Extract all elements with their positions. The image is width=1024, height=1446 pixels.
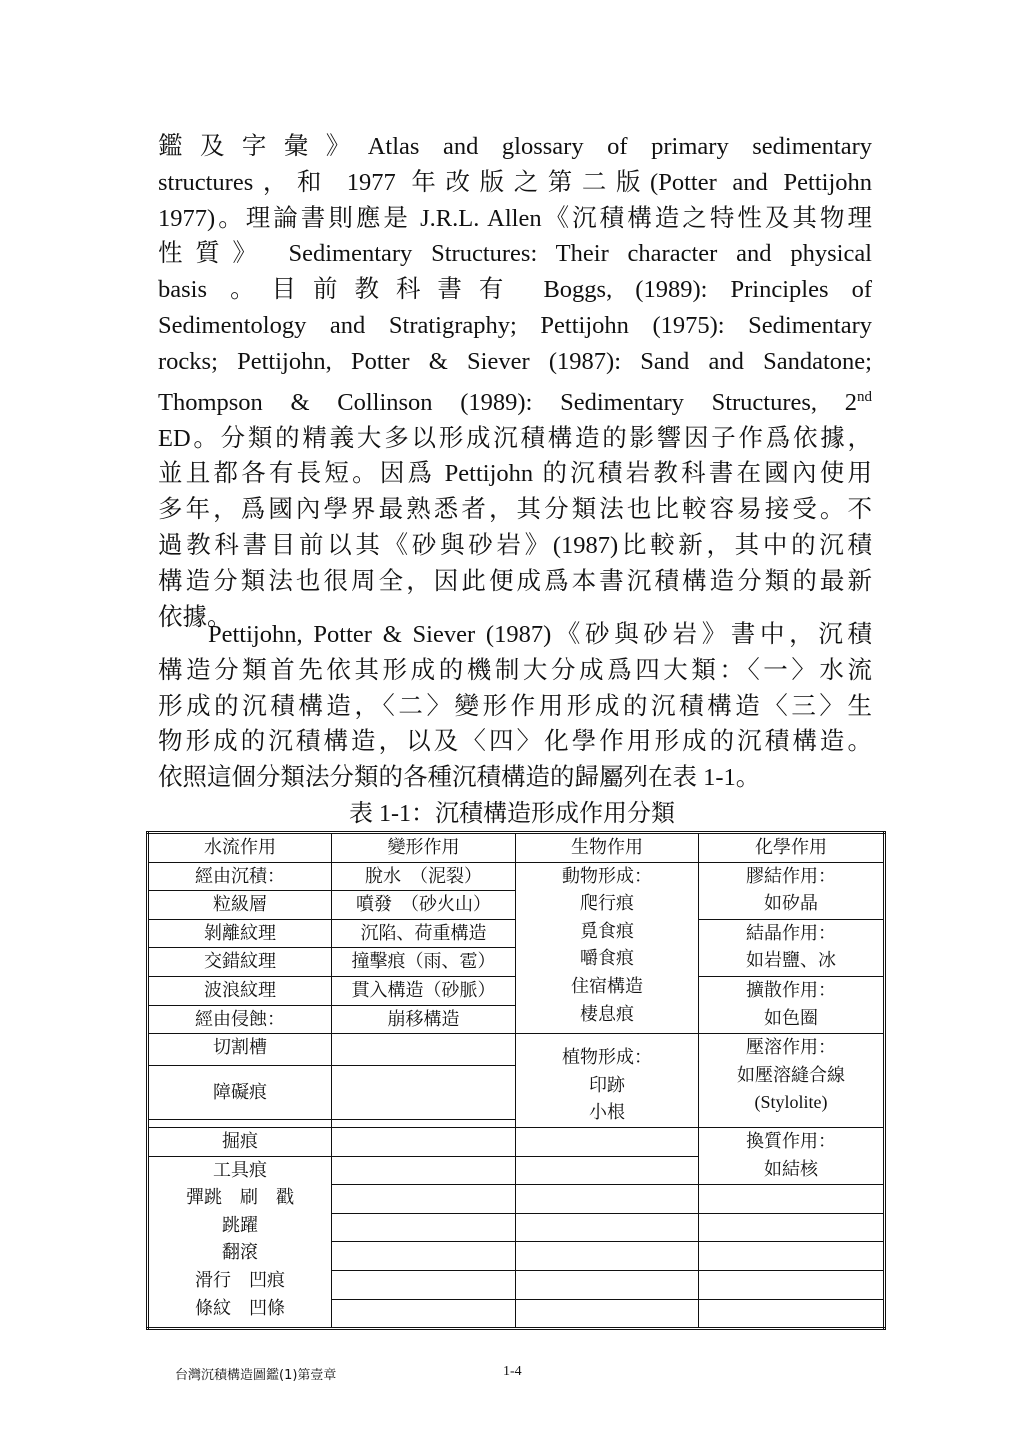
table-cell: 噴發 （砂火山） — [332, 891, 516, 920]
replacement-cell — [699, 1127, 885, 1184]
cell-line: 如矽晶 — [764, 893, 818, 915]
text-line — [158, 617, 872, 653]
cell-line: 條紋 凹條 — [195, 1297, 285, 1319]
table-caption: 表 1-1：沉積構造形成作用分類 — [349, 801, 675, 827]
table-cell — [516, 1242, 699, 1271]
table-cell — [332, 1213, 516, 1242]
cell-line: 擴散作用： — [746, 979, 836, 1001]
table-cell: 交錯紋理 — [148, 948, 332, 977]
table-cell — [699, 1299, 885, 1329]
header-cell: 生物作用 — [516, 833, 699, 863]
text-line: 1977)。理論書則應是 J.R.L. Allen《沉積構造之特性及其物理 — [158, 204, 872, 232]
table-cell — [516, 1213, 699, 1242]
superscript-ordinal: nd — [857, 388, 872, 405]
text-line: 過教科書目前以其《砂與砂岩》(1987)比較新，其中的沉積 — [158, 531, 872, 559]
table-cell: 沉陷、荷重構造 — [332, 919, 516, 948]
text-line: 形成的沉積構造，〈二〉變形作用形成的沉積構造〈三〉生 — [158, 692, 872, 720]
table-cell: 粒級層 — [148, 891, 332, 920]
text-line: 性質》 Sedimentary Structures: Their character and physical — [158, 240, 872, 268]
table-cell: 切割槽 — [148, 1034, 332, 1066]
cell-line: 動物形成： — [562, 865, 652, 887]
text-line: structures，和 1977 年改版之第二版(Potter and Pettijohn — [158, 168, 872, 196]
table-cell: 波浪紋理 — [148, 976, 332, 1005]
cell-line: 如岩鹽、冰 — [746, 950, 836, 972]
cell-line: 棲息痕 — [580, 1003, 634, 1025]
table-cell — [148, 1120, 332, 1128]
text-line: ED。分類的精義大多以形成沉積構造的影響因子作爲依據， — [158, 424, 872, 452]
crystallization-cell — [699, 919, 885, 976]
plant-group-cell — [516, 1034, 699, 1128]
table-cell — [516, 1270, 699, 1299]
classification-table — [146, 831, 886, 1330]
table-cell: 撞擊痕（雨、雹） — [332, 948, 516, 977]
text-line: 構造分類法也很周全，因此便成爲本書沉積構造分類的最新 — [158, 567, 872, 595]
table-cell — [332, 1120, 516, 1128]
table-cell: 脫水 （泥裂） — [332, 862, 516, 891]
cell-line: 跳躍 — [222, 1214, 258, 1236]
cell-line: 換質作用： — [746, 1130, 836, 1152]
cell-line: 住宿構造 — [571, 975, 643, 997]
text-line: 並且都各有長短。因爲 Pettijohn 的沉積岩教科書在國內使用 — [158, 460, 872, 488]
table-cell: 貫入構造（砂脈） — [332, 976, 516, 1005]
table-cell — [332, 1270, 516, 1299]
cell-line: 膠結作用： — [746, 865, 836, 887]
text-line: rocks; Pettijohn, Potter & Siever (1987): Sand and Sandatone; — [158, 347, 872, 375]
cell-line: 如色圈 — [764, 1007, 818, 1029]
cell-line: 壓溶作用： — [746, 1037, 836, 1059]
cell-line: 小根 — [589, 1102, 625, 1124]
text-line: 構造分類首先依其形成的機制大分成爲四大類：〈一〉水流 — [158, 656, 872, 684]
text-line: 依照這個分類法分類的各種沉積構造的歸屬列在表 1-1。 — [158, 764, 761, 792]
cell-line: 翻滾 — [222, 1242, 258, 1264]
table-header-row — [148, 833, 885, 863]
cell-line: 工具痕 — [213, 1159, 267, 1181]
table-cell — [699, 1185, 885, 1214]
cell-line: 滑行 凹痕 — [195, 1269, 285, 1291]
text-line: 依據。 — [158, 603, 232, 631]
cell-line: 嚼食痕 — [580, 948, 634, 970]
table-cell — [332, 1127, 516, 1156]
table-cell — [699, 1242, 885, 1271]
footer-book-title: 台灣沉積構造圖鑑(1)第壹章 — [175, 1368, 337, 1383]
text-line: 鑑及字彙》Atlas and glossary of primary sedimentary — [158, 133, 872, 160]
table-cell — [699, 1213, 885, 1242]
text-line: 多年，爲國內學界最熟悉者，其分類法也比較容易接受。不 — [158, 496, 872, 524]
table-cell: 經由侵蝕： — [148, 1005, 332, 1034]
table-cell — [516, 1156, 699, 1185]
table-row — [148, 1127, 885, 1156]
tool-marks-cell — [148, 1156, 332, 1329]
text-line: Sedimentology and Stratigraphy; Pettijohn (1975): Sedimentary — [158, 311, 872, 339]
table-row — [148, 1034, 885, 1066]
paragraph-2 — [158, 617, 872, 796]
cell-line: 植物形成： — [562, 1047, 652, 1069]
header-cell: 水流作用 — [148, 833, 332, 863]
table-cell — [332, 1185, 516, 1214]
text-line: basis 。目前教科書有 Boggs, (1989): Principles of — [158, 276, 872, 304]
cell-line: 爬行痕 — [580, 893, 634, 915]
cell-line: (Stylolite) — [754, 1092, 828, 1113]
table-cell — [332, 1299, 516, 1329]
text-line: 物形成的沉積構造，以及〈四〉化學作用形成的沉積構造。 — [158, 728, 872, 756]
cell-line: 如結核 — [764, 1158, 818, 1180]
table-cell: 經由沉積： — [148, 862, 332, 891]
table-cell — [516, 1299, 699, 1329]
cell-line: 如壓溶縫合線 — [737, 1064, 845, 1086]
table-cell: 障礙痕 — [148, 1065, 332, 1119]
table-cell — [699, 1270, 885, 1299]
table-cell — [516, 1127, 699, 1156]
header-cell: 變形作用 — [332, 833, 516, 863]
diffusion-cell — [699, 976, 885, 1033]
cell-line: 結晶作用： — [746, 922, 836, 944]
table-cell — [332, 1065, 516, 1119]
cementation-cell — [699, 862, 885, 919]
table-cell — [332, 1034, 516, 1066]
table-cell — [516, 1185, 699, 1214]
table-cell — [332, 1156, 516, 1185]
table-cell: 剝離紋理 — [148, 919, 332, 948]
text-line-content: Pettijohn, Potter & Siever (1987)《砂與砂岩》書中，沉積 — [208, 621, 872, 648]
table-row — [148, 862, 885, 891]
paragraph-1 — [158, 129, 872, 635]
table-cell: 崩移構造 — [332, 1005, 516, 1034]
animal-group-cell — [516, 862, 699, 1034]
page-number: 1-4 — [503, 1364, 522, 1379]
table-cell: 掘痕 — [148, 1127, 332, 1156]
text-line: Thompson & Collinson (1989): Sedimentary Structures, 2nd — [158, 388, 872, 416]
cell-line: 彈跳 刷 戳 — [186, 1187, 294, 1209]
pressure-solution-cell — [699, 1034, 885, 1128]
cell-line: 覓食痕 — [580, 920, 634, 942]
header-cell: 化學作用 — [699, 833, 885, 863]
cell-line: 印跡 — [589, 1074, 625, 1096]
table-cell — [332, 1242, 516, 1271]
